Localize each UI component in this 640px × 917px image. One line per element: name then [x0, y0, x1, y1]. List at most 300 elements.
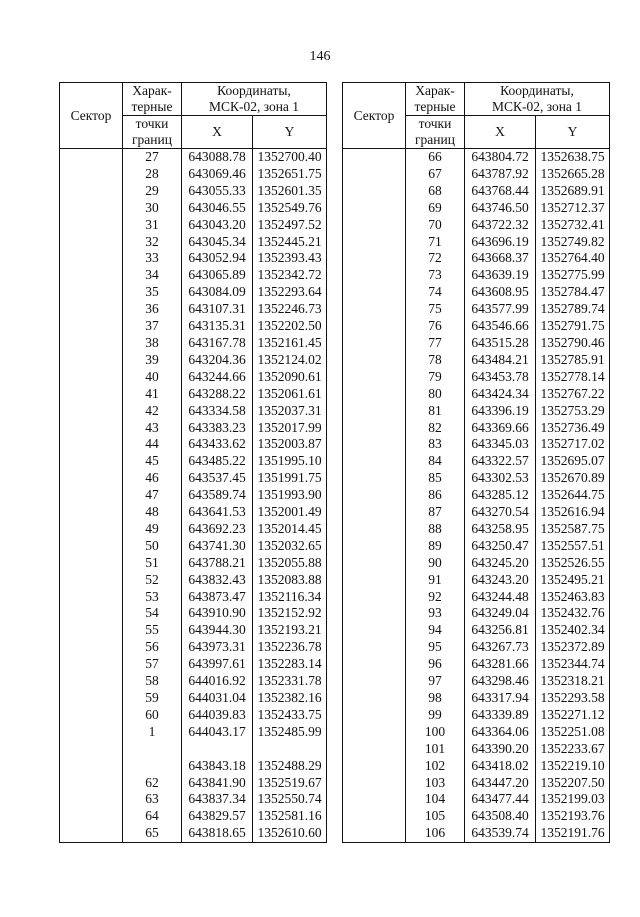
cell-sector	[343, 808, 406, 825]
table-row	[343, 504, 610, 521]
cell-y: 1352055.88	[253, 555, 327, 572]
cell-x: 644016.92	[182, 673, 253, 690]
cell-x: 643285.12	[465, 487, 536, 504]
cell-x: 643243.20	[465, 572, 536, 589]
cell-sector	[343, 639, 406, 656]
cell-y: 1352032.65	[253, 538, 327, 555]
cell-sector	[60, 775, 123, 792]
header-coordinates-line1: Координаты,	[500, 83, 574, 98]
cell-sector	[60, 656, 123, 673]
table-row	[343, 386, 610, 403]
cell-point: 86	[406, 487, 465, 504]
header-coordinates	[465, 83, 610, 116]
table-row	[60, 572, 327, 589]
cell-point: 104	[406, 791, 465, 808]
cell-x: 643334.58	[182, 403, 253, 420]
table-row	[343, 605, 610, 622]
cell-x: 643245.20	[465, 555, 536, 572]
cell-sector	[343, 284, 406, 301]
cell-sector	[343, 775, 406, 792]
cell-point: 77	[406, 335, 465, 352]
cell-y: 1352219.10	[536, 758, 610, 775]
cell-x: 643837.34	[182, 791, 253, 808]
cell-point: 45	[123, 453, 182, 470]
cell-y: 1352432.76	[536, 605, 610, 622]
cell-point: 65	[123, 825, 182, 842]
header-coordinates-line2: МСК-02, зона 1	[208, 99, 300, 114]
cell-y: 1352463.83	[536, 589, 610, 606]
table-row	[343, 825, 610, 842]
cell-sector	[343, 267, 406, 284]
cell-sector	[60, 555, 123, 572]
cell-sector	[60, 284, 123, 301]
cell-sector	[60, 234, 123, 251]
cell-x: 643043.20	[182, 217, 253, 234]
cell-x	[182, 741, 253, 758]
cell-y: 1352651.75	[253, 166, 327, 183]
cell-sector	[343, 183, 406, 200]
cell-y: 1352526.55	[536, 555, 610, 572]
header-points-line1: Харак-	[132, 83, 172, 98]
cell-sector	[343, 656, 406, 673]
cell-point: 43	[123, 420, 182, 437]
cell-point: 97	[406, 673, 465, 690]
cell-x: 643746.50	[465, 200, 536, 217]
cell-point: 88	[406, 521, 465, 538]
cell-y: 1352616.94	[536, 504, 610, 521]
header-y: Y	[253, 116, 327, 149]
cell-sector	[60, 808, 123, 825]
cell-sector	[343, 707, 406, 724]
header-points-line3: точки	[418, 116, 452, 131]
header-points-line1: Харак-	[415, 83, 455, 98]
cell-y: 1352519.67	[253, 775, 327, 792]
table-row	[60, 707, 327, 724]
header-points-line2: терные	[414, 99, 456, 114]
table-row	[343, 436, 610, 453]
cell-y: 1352283.14	[253, 656, 327, 673]
cell-point: 50	[123, 538, 182, 555]
cell-y: 1352246.73	[253, 301, 327, 318]
cell-sector	[343, 470, 406, 487]
cell-x: 643396.19	[465, 403, 536, 420]
table-row	[60, 267, 327, 284]
cell-point: 1	[123, 724, 182, 741]
cell-x: 643084.09	[182, 284, 253, 301]
cell-x: 643418.02	[465, 758, 536, 775]
cell-sector	[343, 741, 406, 758]
cell-sector	[60, 825, 123, 842]
cell-sector	[60, 758, 123, 775]
cell-sector	[60, 724, 123, 741]
table-row	[60, 335, 327, 352]
table-row	[343, 758, 610, 775]
cell-point: 41	[123, 386, 182, 403]
table-row	[343, 656, 610, 673]
table-row	[60, 420, 327, 437]
cell-y: 1352116.34	[253, 589, 327, 606]
cell-point: 67	[406, 166, 465, 183]
table-row	[343, 217, 610, 234]
table-row	[343, 267, 610, 284]
table-row	[343, 369, 610, 386]
cell-x: 643244.48	[465, 589, 536, 606]
cell-y: 1352732.41	[536, 217, 610, 234]
cell-point: 36	[123, 301, 182, 318]
table-row	[343, 420, 610, 437]
cell-y: 1352736.49	[536, 420, 610, 437]
cell-sector	[343, 352, 406, 369]
cell-x: 643788.21	[182, 555, 253, 572]
cell-y: 1352199.03	[536, 791, 610, 808]
cell-y: 1352764.40	[536, 250, 610, 267]
cell-x: 643369.66	[465, 420, 536, 437]
cell-x: 643484.21	[465, 352, 536, 369]
cell-sector	[60, 352, 123, 369]
cell-sector	[60, 639, 123, 656]
cell-y: 1352644.75	[536, 487, 610, 504]
table-row	[60, 775, 327, 792]
cell-sector	[60, 690, 123, 707]
cell-point: 60	[123, 707, 182, 724]
table-row	[343, 234, 610, 251]
cell-x: 643322.57	[465, 453, 536, 470]
table-row	[60, 808, 327, 825]
cell-sector	[343, 487, 406, 504]
cell-sector	[60, 200, 123, 217]
table-row	[60, 504, 327, 521]
cell-y: 1352587.75	[536, 521, 610, 538]
table-row	[343, 250, 610, 267]
cell-x: 643065.89	[182, 267, 253, 284]
table-row	[343, 284, 610, 301]
cell-sector	[343, 234, 406, 251]
coordinates-table-right	[342, 82, 610, 843]
cell-x: 643088.78	[182, 149, 253, 166]
cell-sector	[343, 758, 406, 775]
table-row	[60, 200, 327, 217]
cell-point: 39	[123, 352, 182, 369]
header-coordinates-line2: МСК-02, зона 1	[491, 99, 583, 114]
table-row	[60, 690, 327, 707]
table-row	[60, 284, 327, 301]
cell-sector	[343, 436, 406, 453]
cell-x: 643818.65	[182, 825, 253, 842]
cell-point: 71	[406, 234, 465, 251]
cell-sector	[60, 267, 123, 284]
cell-sector	[60, 369, 123, 386]
cell-point: 73	[406, 267, 465, 284]
cell-point: 72	[406, 250, 465, 267]
cell-sector	[60, 521, 123, 538]
table-row	[60, 149, 327, 166]
cell-y: 1352550.74	[253, 791, 327, 808]
cell-y: 1352161.45	[253, 335, 327, 352]
cell-y: 1352791.75	[536, 318, 610, 335]
header-x: X	[465, 116, 536, 149]
table-row	[343, 453, 610, 470]
cell-y: 1352193.76	[536, 808, 610, 825]
cell-sector	[60, 673, 123, 690]
table-row	[343, 589, 610, 606]
cell-x: 643973.31	[182, 639, 253, 656]
cell-sector	[343, 403, 406, 420]
cell-sector	[343, 589, 406, 606]
cell-y: 1351995.10	[253, 453, 327, 470]
cell-y: 1352689.91	[536, 183, 610, 200]
table-row	[60, 183, 327, 200]
table-row	[343, 183, 610, 200]
cell-y	[253, 741, 327, 758]
table-row	[60, 758, 327, 775]
cell-point: 105	[406, 808, 465, 825]
cell-x: 643692.23	[182, 521, 253, 538]
cell-y: 1352251.08	[536, 724, 610, 741]
cell-x: 643539.74	[465, 825, 536, 842]
cell-x: 643288.22	[182, 386, 253, 403]
header-points-line4: границ	[132, 132, 172, 147]
cell-sector	[343, 386, 406, 403]
cell-y: 1352700.40	[253, 149, 327, 166]
cell-sector	[343, 555, 406, 572]
cell-point: 78	[406, 352, 465, 369]
table-row	[60, 436, 327, 453]
table-row	[60, 403, 327, 420]
cell-x: 643508.40	[465, 808, 536, 825]
cell-sector	[343, 572, 406, 589]
table-body-right	[343, 149, 610, 843]
header-points-bottom	[123, 116, 182, 149]
cell-sector	[60, 403, 123, 420]
cell-point: 46	[123, 470, 182, 487]
cell-x: 643244.66	[182, 369, 253, 386]
cell-sector	[343, 217, 406, 234]
cell-y: 1352318.21	[536, 673, 610, 690]
cell-x: 644039.83	[182, 707, 253, 724]
table-row	[343, 791, 610, 808]
table-row	[343, 318, 610, 335]
header-points-bottom	[406, 116, 465, 149]
cell-y: 1352152.92	[253, 605, 327, 622]
cell-y: 1352784.47	[536, 284, 610, 301]
cell-sector	[343, 420, 406, 437]
cell-y: 1352061.61	[253, 386, 327, 403]
cell-point: 55	[123, 622, 182, 639]
cell-y: 1352037.31	[253, 403, 327, 420]
cell-point: 59	[123, 690, 182, 707]
cell-point: 102	[406, 758, 465, 775]
cell-x: 643345.03	[465, 436, 536, 453]
table-row	[60, 825, 327, 842]
cell-point: 27	[123, 149, 182, 166]
cell-y: 1352749.82	[536, 234, 610, 251]
cell-point: 81	[406, 403, 465, 420]
table-row	[60, 386, 327, 403]
header-y: Y	[536, 116, 610, 149]
cell-point: 80	[406, 386, 465, 403]
table-row	[60, 724, 327, 741]
cell-x: 643829.57	[182, 808, 253, 825]
table-row	[60, 741, 327, 758]
table-row	[343, 470, 610, 487]
cell-y: 1352191.76	[536, 825, 610, 842]
cell-y: 1352495.21	[536, 572, 610, 589]
cell-x: 643477.44	[465, 791, 536, 808]
page-number: 146	[309, 49, 331, 64]
table-row	[343, 741, 610, 758]
cell-y: 1352445.21	[253, 234, 327, 251]
table-row	[60, 352, 327, 369]
cell-x: 643546.66	[465, 318, 536, 335]
cell-y: 1352775.99	[536, 267, 610, 284]
cell-x: 643453.78	[465, 369, 536, 386]
cell-x: 643804.72	[465, 149, 536, 166]
cell-sector	[343, 453, 406, 470]
table-row	[60, 555, 327, 572]
cell-point: 32	[123, 234, 182, 251]
cell-x: 643944.30	[182, 622, 253, 639]
cell-x: 643997.61	[182, 656, 253, 673]
cell-x: 643046.55	[182, 200, 253, 217]
cell-point: 44	[123, 436, 182, 453]
cell-point: 35	[123, 284, 182, 301]
header-points-line2: терные	[131, 99, 173, 114]
cell-x: 643641.53	[182, 504, 253, 521]
cell-sector	[60, 183, 123, 200]
cell-point: 75	[406, 301, 465, 318]
table-row	[343, 166, 610, 183]
cell-y: 1352193.21	[253, 622, 327, 639]
cell-sector	[343, 149, 406, 166]
cell-point: 64	[123, 808, 182, 825]
table-row	[343, 403, 610, 420]
table-row	[343, 572, 610, 589]
cell-point: 38	[123, 335, 182, 352]
cell-y: 1352083.88	[253, 572, 327, 589]
cell-x: 643741.30	[182, 538, 253, 555]
table-row	[343, 673, 610, 690]
cell-point: 68	[406, 183, 465, 200]
cell-sector	[343, 301, 406, 318]
cell-sector	[343, 250, 406, 267]
cell-point: 96	[406, 656, 465, 673]
header-points-line4: границ	[415, 132, 455, 147]
cell-x: 643281.66	[465, 656, 536, 673]
table-row	[60, 639, 327, 656]
table-row	[343, 690, 610, 707]
cell-y: 1352753.29	[536, 403, 610, 420]
cell-sector	[60, 572, 123, 589]
table-row	[60, 622, 327, 639]
table-row	[343, 335, 610, 352]
cell-point: 101	[406, 741, 465, 758]
cell-x: 643045.34	[182, 234, 253, 251]
table-row	[343, 352, 610, 369]
cell-y: 1352488.29	[253, 758, 327, 775]
cell-point: 33	[123, 250, 182, 267]
cell-sector	[60, 436, 123, 453]
cell-x: 643339.89	[465, 707, 536, 724]
cell-y: 1352014.45	[253, 521, 327, 538]
table-row	[343, 707, 610, 724]
cell-x: 643052.94	[182, 250, 253, 267]
header-points-top	[123, 83, 182, 116]
cell-point: 40	[123, 369, 182, 386]
cell-point: 63	[123, 791, 182, 808]
cell-x: 643873.47	[182, 589, 253, 606]
cell-point: 99	[406, 707, 465, 724]
cell-x: 643608.95	[465, 284, 536, 301]
table-row	[343, 521, 610, 538]
cell-y: 1352207.50	[536, 775, 610, 792]
cell-point: 48	[123, 504, 182, 521]
table-row	[60, 521, 327, 538]
cell-x: 643696.19	[465, 234, 536, 251]
cell-x: 643204.36	[182, 352, 253, 369]
table-row	[60, 470, 327, 487]
cell-point: 82	[406, 420, 465, 437]
cell-y: 1352402.34	[536, 622, 610, 639]
table-row	[60, 589, 327, 606]
cell-x: 643910.90	[182, 605, 253, 622]
cell-x: 643250.47	[465, 538, 536, 555]
cell-y: 1352778.14	[536, 369, 610, 386]
cell-point: 53	[123, 589, 182, 606]
cell-x: 643055.33	[182, 183, 253, 200]
cell-point: 93	[406, 605, 465, 622]
cell-sector	[60, 504, 123, 521]
table-row	[343, 775, 610, 792]
cell-sector	[343, 825, 406, 842]
cell-y: 1352665.28	[536, 166, 610, 183]
cell-point: 58	[123, 673, 182, 690]
table-row	[60, 487, 327, 504]
cell-sector	[60, 301, 123, 318]
cell-y: 1352293.58	[536, 690, 610, 707]
cell-y: 1352372.89	[536, 639, 610, 656]
cell-sector	[343, 318, 406, 335]
cell-sector	[60, 741, 123, 758]
cell-sector	[60, 250, 123, 267]
cell-x: 643832.43	[182, 572, 253, 589]
cell-y: 1352233.67	[536, 741, 610, 758]
cell-x: 643390.20	[465, 741, 536, 758]
cell-y: 1352393.43	[253, 250, 327, 267]
cell-y: 1352236.78	[253, 639, 327, 656]
table-row	[343, 555, 610, 572]
coordinates-table-left	[59, 82, 327, 843]
cell-x: 643317.94	[465, 690, 536, 707]
table-row	[60, 217, 327, 234]
cell-y: 1352695.07	[536, 453, 610, 470]
cell-x: 643722.32	[465, 217, 536, 234]
table-row	[60, 656, 327, 673]
cell-x: 643639.19	[465, 267, 536, 284]
cell-x: 643302.53	[465, 470, 536, 487]
cell-sector	[60, 538, 123, 555]
table-row	[60, 605, 327, 622]
cell-x: 643298.46	[465, 673, 536, 690]
table-body-left	[60, 149, 327, 843]
header-x: X	[182, 116, 253, 149]
table-row	[343, 538, 610, 555]
cell-y: 1351991.75	[253, 470, 327, 487]
header-coordinates-line1: Координаты,	[217, 83, 291, 98]
cell-y: 1352202.50	[253, 318, 327, 335]
cell-point: 95	[406, 639, 465, 656]
cell-point: 69	[406, 200, 465, 217]
cell-point: 54	[123, 605, 182, 622]
